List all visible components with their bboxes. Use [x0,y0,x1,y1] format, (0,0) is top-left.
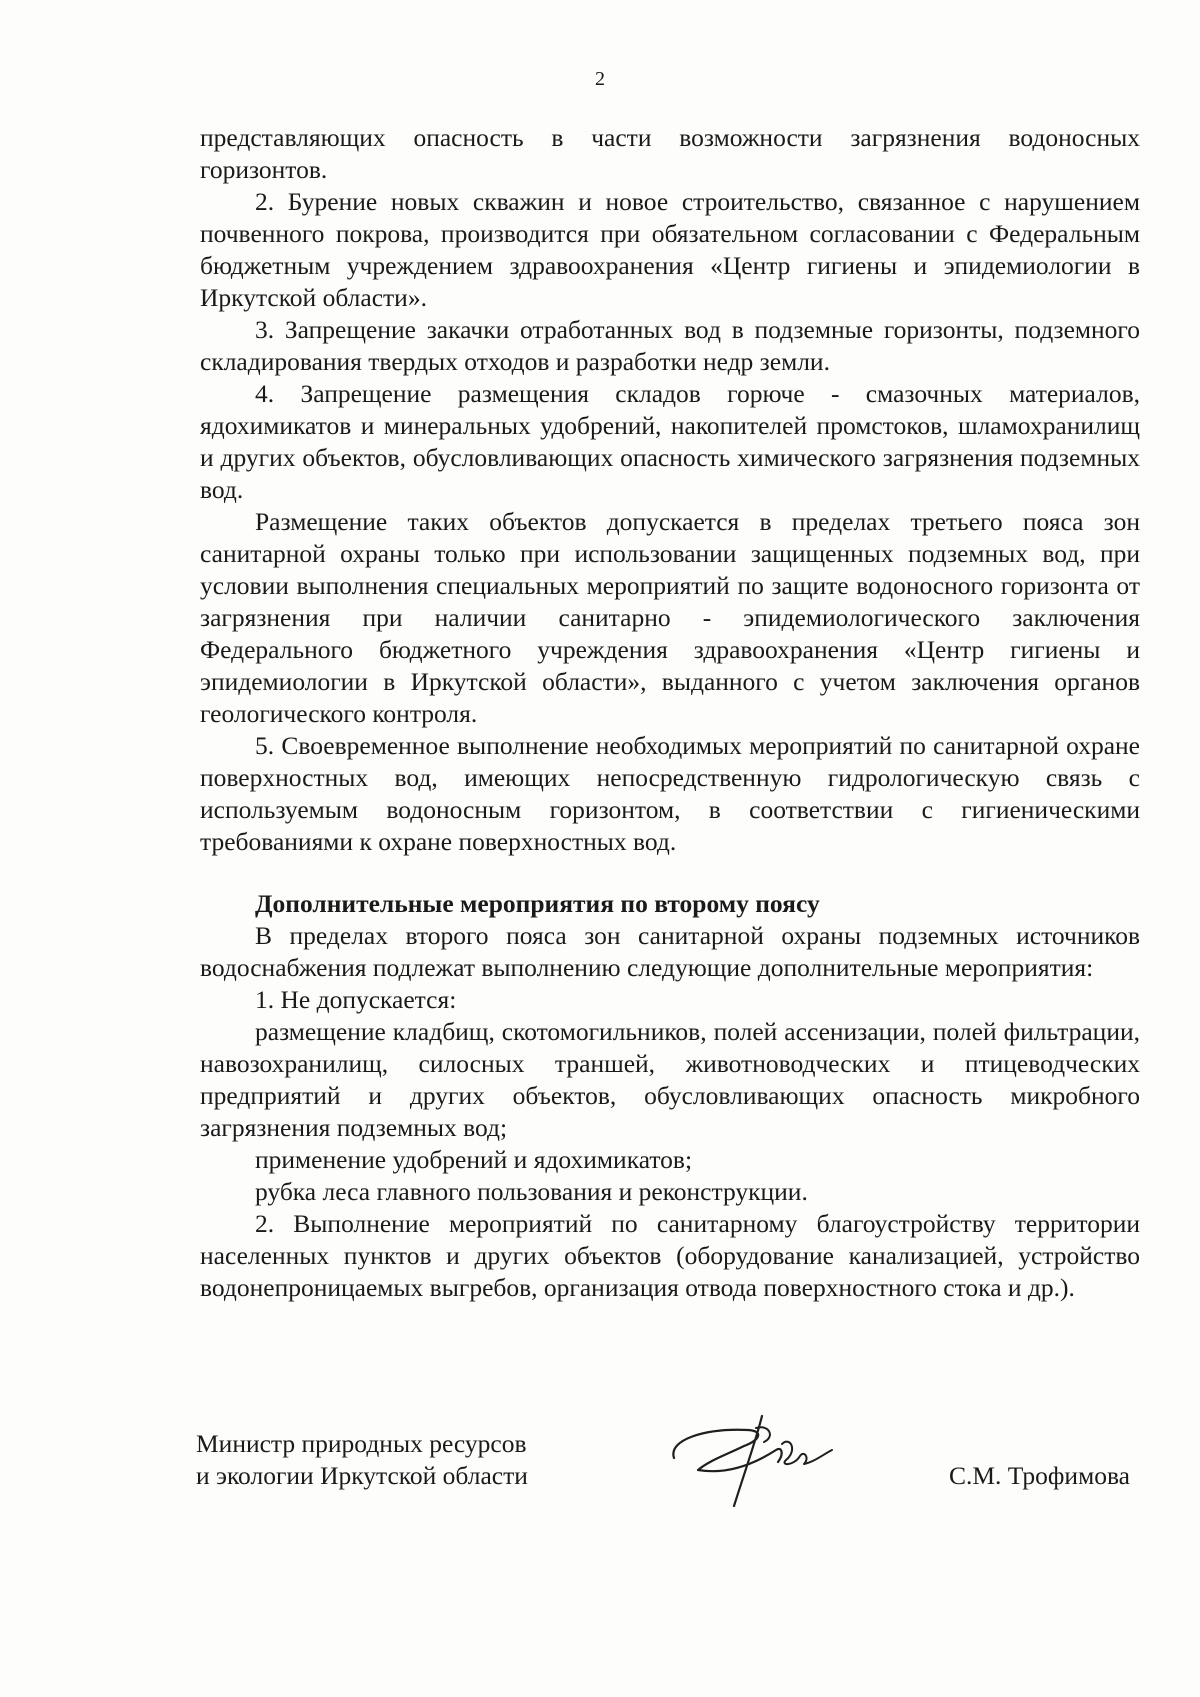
section-list-entry: рубка леса главного пользования и реконструкции. [255,1177,808,1206]
paragraph-item-2: 2. Бурение новых скважин и новое строительство, связанное с нарушением почвенного покрова, производится при обязательном согласовании с Федеральным бюджетным учреждением здравоохранения «Центр гигиены и эпидемиологии в Иркутской области». [200,187,1140,312]
paragraph-item-3: 3. Запрещение закачки отработанных вод в подземные горизонты, подземного складирования твердых отходов и разработки недр земли. [200,315,1140,376]
signer-name: С.М. Трофимова [949,1461,1130,1490]
paragraph-item-4: 4. Запрещение размещения складов горюче - смазочных материалов, ядохимикатов и минеральных удобрений, накопителей промстоков, шламохранилищ и других объектов, обусловливающих опасность химического загрязнения подземных вод. [200,379,1140,504]
handwritten-signature [664,1410,834,1510]
document-body [200,122,1140,1304]
paragraph-placement-exception: Размещение таких объектов допускается в пределах третьего пояса зон санитарной охраны только при использовании защищенных подземных вод, при условии выполнения специальных мероприятий по защите водоносного горизонта от загрязнения при наличии санитарно - эпидемиологического заключения Федерального бюджетного учреждения здравоохранения «Центр гигиены и эпидемиологии в Иркутской области», выданного с учетом заключения органов геологического контроля. [200,507,1140,728]
signature-block [196,1428,1136,1528]
paragraph-continuation: представляющих опасность в части возможности загрязнения водоносных горизонтов. [200,123,1140,184]
paragraph-item-5: 5. Своевременное выполнение необходимых мероприятий по санитарной охране поверхностных вод, имеющих непосредственную гидрологическую связь с используемым водоносным горизонтом, в соответствии с гигиеническими требованиями к охране поверхностных вод. [200,731,1140,856]
section-list-entry: применение удобрений и ядохимикатов; [255,1145,693,1174]
section-heading: Дополнительные мероприятия по второму поясу [255,889,820,918]
section-list-entry: размещение кладбищ, скотомогильников, полей ассенизации, полей фильтрации, навозохранилищ, силосных траншей, животноводческих и птицеводческих предприятий и других объектов, обусловливающих опасность микробного загрязнения подземных вод; [200,1017,1140,1142]
signer-position [196,1428,528,1492]
signer-position-line: Министр природных ресурсов [196,1429,527,1458]
section-item-1: 1. Не допускается: [255,985,457,1014]
page-number: 2 [595,68,605,90]
section-item-2: 2. Выполнение мероприятий по санитарному благоустройству территории населенных пунктов и других объектов (оборудование канализацией, устройство водонепроницаемых выгребов, организация отвода поверхностного стока и др.). [200,1209,1140,1302]
signer-position-line: и экологии Иркутской области [196,1461,528,1490]
section-intro: В пределах второго пояса зон санитарной охраны подземных источников водоснабжения подлежат выполнению следующие дополнительные мероприятия: [200,921,1140,982]
